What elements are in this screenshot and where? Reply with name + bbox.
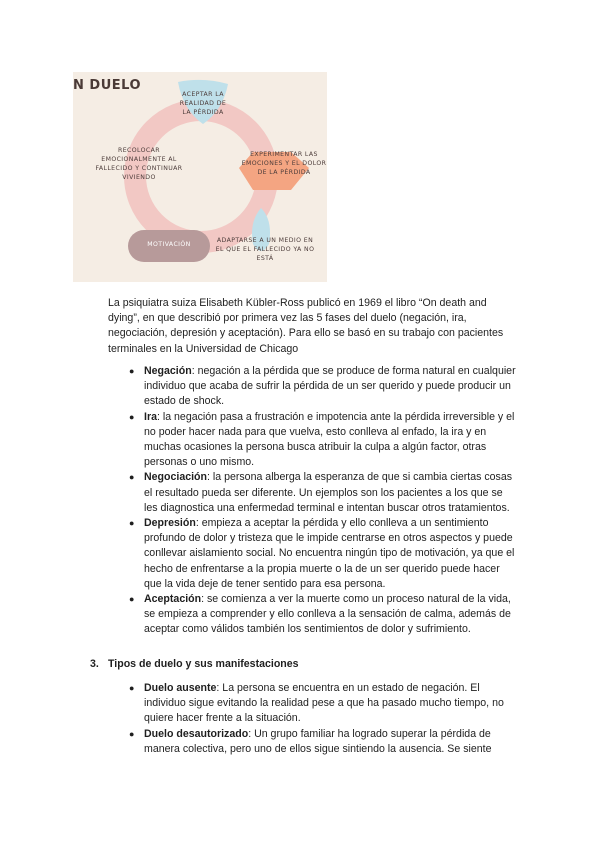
bullet-icon: ●	[129, 594, 135, 605]
list-item	[108, 364, 518, 410]
bullet-icon: ●	[129, 411, 135, 422]
bullet-icon: ●	[129, 366, 135, 376]
phase-text: : negación a la pérdida que se produce de forma natural en cualquier individuo que acaba de sufrir la pérdida de un ser querido y puede producir un estado de shock.	[144, 365, 516, 408]
stage-label-adapt: ADAPTARSE A UN MEDIO EN EL QUE EL FALLECIDO YA NO ESTÁ	[215, 237, 315, 262]
section-number: 3.	[90, 658, 99, 670]
phase-term: Negociación	[144, 471, 207, 484]
list-item	[108, 592, 518, 638]
list-item	[108, 516, 518, 592]
phase-text: : la persona alberga la esperanza de que si cambia ciertas cosas el resultado pueda ser diferente. Un ejemplos son los pacientes a los que se les diagnostica una enfermedad terminal e intentan buscar otros tratamientos.	[144, 471, 513, 514]
intro-paragraph: La psiquiatra suiza Elisabeth Kübler-Ross publicó en 1969 el libro “On death and dying”, en que describió por primera vez las 5 fases del duelo (negación, ira, negociación, depresión y aceptación). Para ello se basó en su trabajo con pacientes terminales en la Universidad de Chicago	[108, 297, 504, 355]
phase-term: Aceptación	[144, 593, 202, 606]
stage-label-motivation: MOTIVACIÓN	[147, 241, 191, 248]
phase-text: : se comienza a ver la muerte como un proceso natural de la vida, se empieza a comprender y ello conlleva a la sensación de calma, además de aceptar como válidos también los sentimientos de dolor y sufrimiento.	[144, 593, 511, 636]
stage-label-relocate: RECOLOCAR EMOCIONALMENTE AL FALLECIDO Y CONTINUAR VIVIENDO	[95, 147, 183, 181]
stage-label-experience: EXPERIMENTAR LAS EMOCIONES Y EL DOLOR DE LA PÉRDIDA	[241, 151, 327, 176]
grief-types-list	[108, 681, 518, 757]
phase-term: Depresión	[144, 517, 196, 530]
type-text: : Un grupo familiar ha logrado superar la pérdida de manera colectiva, pero uno de ellos sigue sintiendo la ausencia. Se siente	[144, 727, 492, 755]
section-heading	[90, 657, 299, 672]
type-term: Duelo desautorizado	[144, 727, 249, 740]
diagram-title: N DUELO	[73, 78, 142, 93]
type-text: : La persona se encuentra en un estado de negación. El individuo sigue evitando la realidad pese a que ha pasado mucho tiempo, no quiere hacer frente a la situación.	[144, 682, 504, 725]
grief-stages-diagram	[73, 72, 327, 282]
list-item	[108, 470, 518, 516]
bullet-icon: ●	[129, 518, 135, 529]
list-item	[108, 727, 518, 757]
phase-term: Ira	[144, 410, 157, 423]
type-term: Duelo ausente	[144, 682, 217, 694]
bullet-icon: ●	[129, 683, 135, 693]
phase-text: : empieza a aceptar la pérdida y ello conlleva a un sentimiento profundo de dolor y tristeza que le impide centrarse en otros aspectos y puede conllevar aislamiento social. No encuentra ningún tipo de motivación, ya que el hecho de enfrentarse a la propia muerte o la de un ser querido puede hacer que la vida deje de tener sentido para esa persona.	[144, 517, 515, 590]
list-item	[108, 410, 518, 471]
phase-text: : la negación pasa a frustración e impotencia ante la pérdida irreversible y el no poder hacer nada para que vuelva, esto conlleva al enfado, la ira y en muchas ocasiones la persona busca atribuir la culpa a algún factor, otras personas o uno mismo.	[144, 410, 515, 469]
stage-label-accept: ACEPTAR LA REALIDAD DE LA PÉRDIDA	[179, 91, 227, 116]
bullet-icon: ●	[129, 728, 135, 739]
list-item	[108, 681, 518, 727]
phase-term: Negación	[144, 365, 192, 377]
bullet-icon: ●	[129, 472, 135, 483]
section-title: Tipos de duelo y sus manifestaciones	[108, 658, 299, 670]
grief-phases-list	[108, 364, 518, 638]
